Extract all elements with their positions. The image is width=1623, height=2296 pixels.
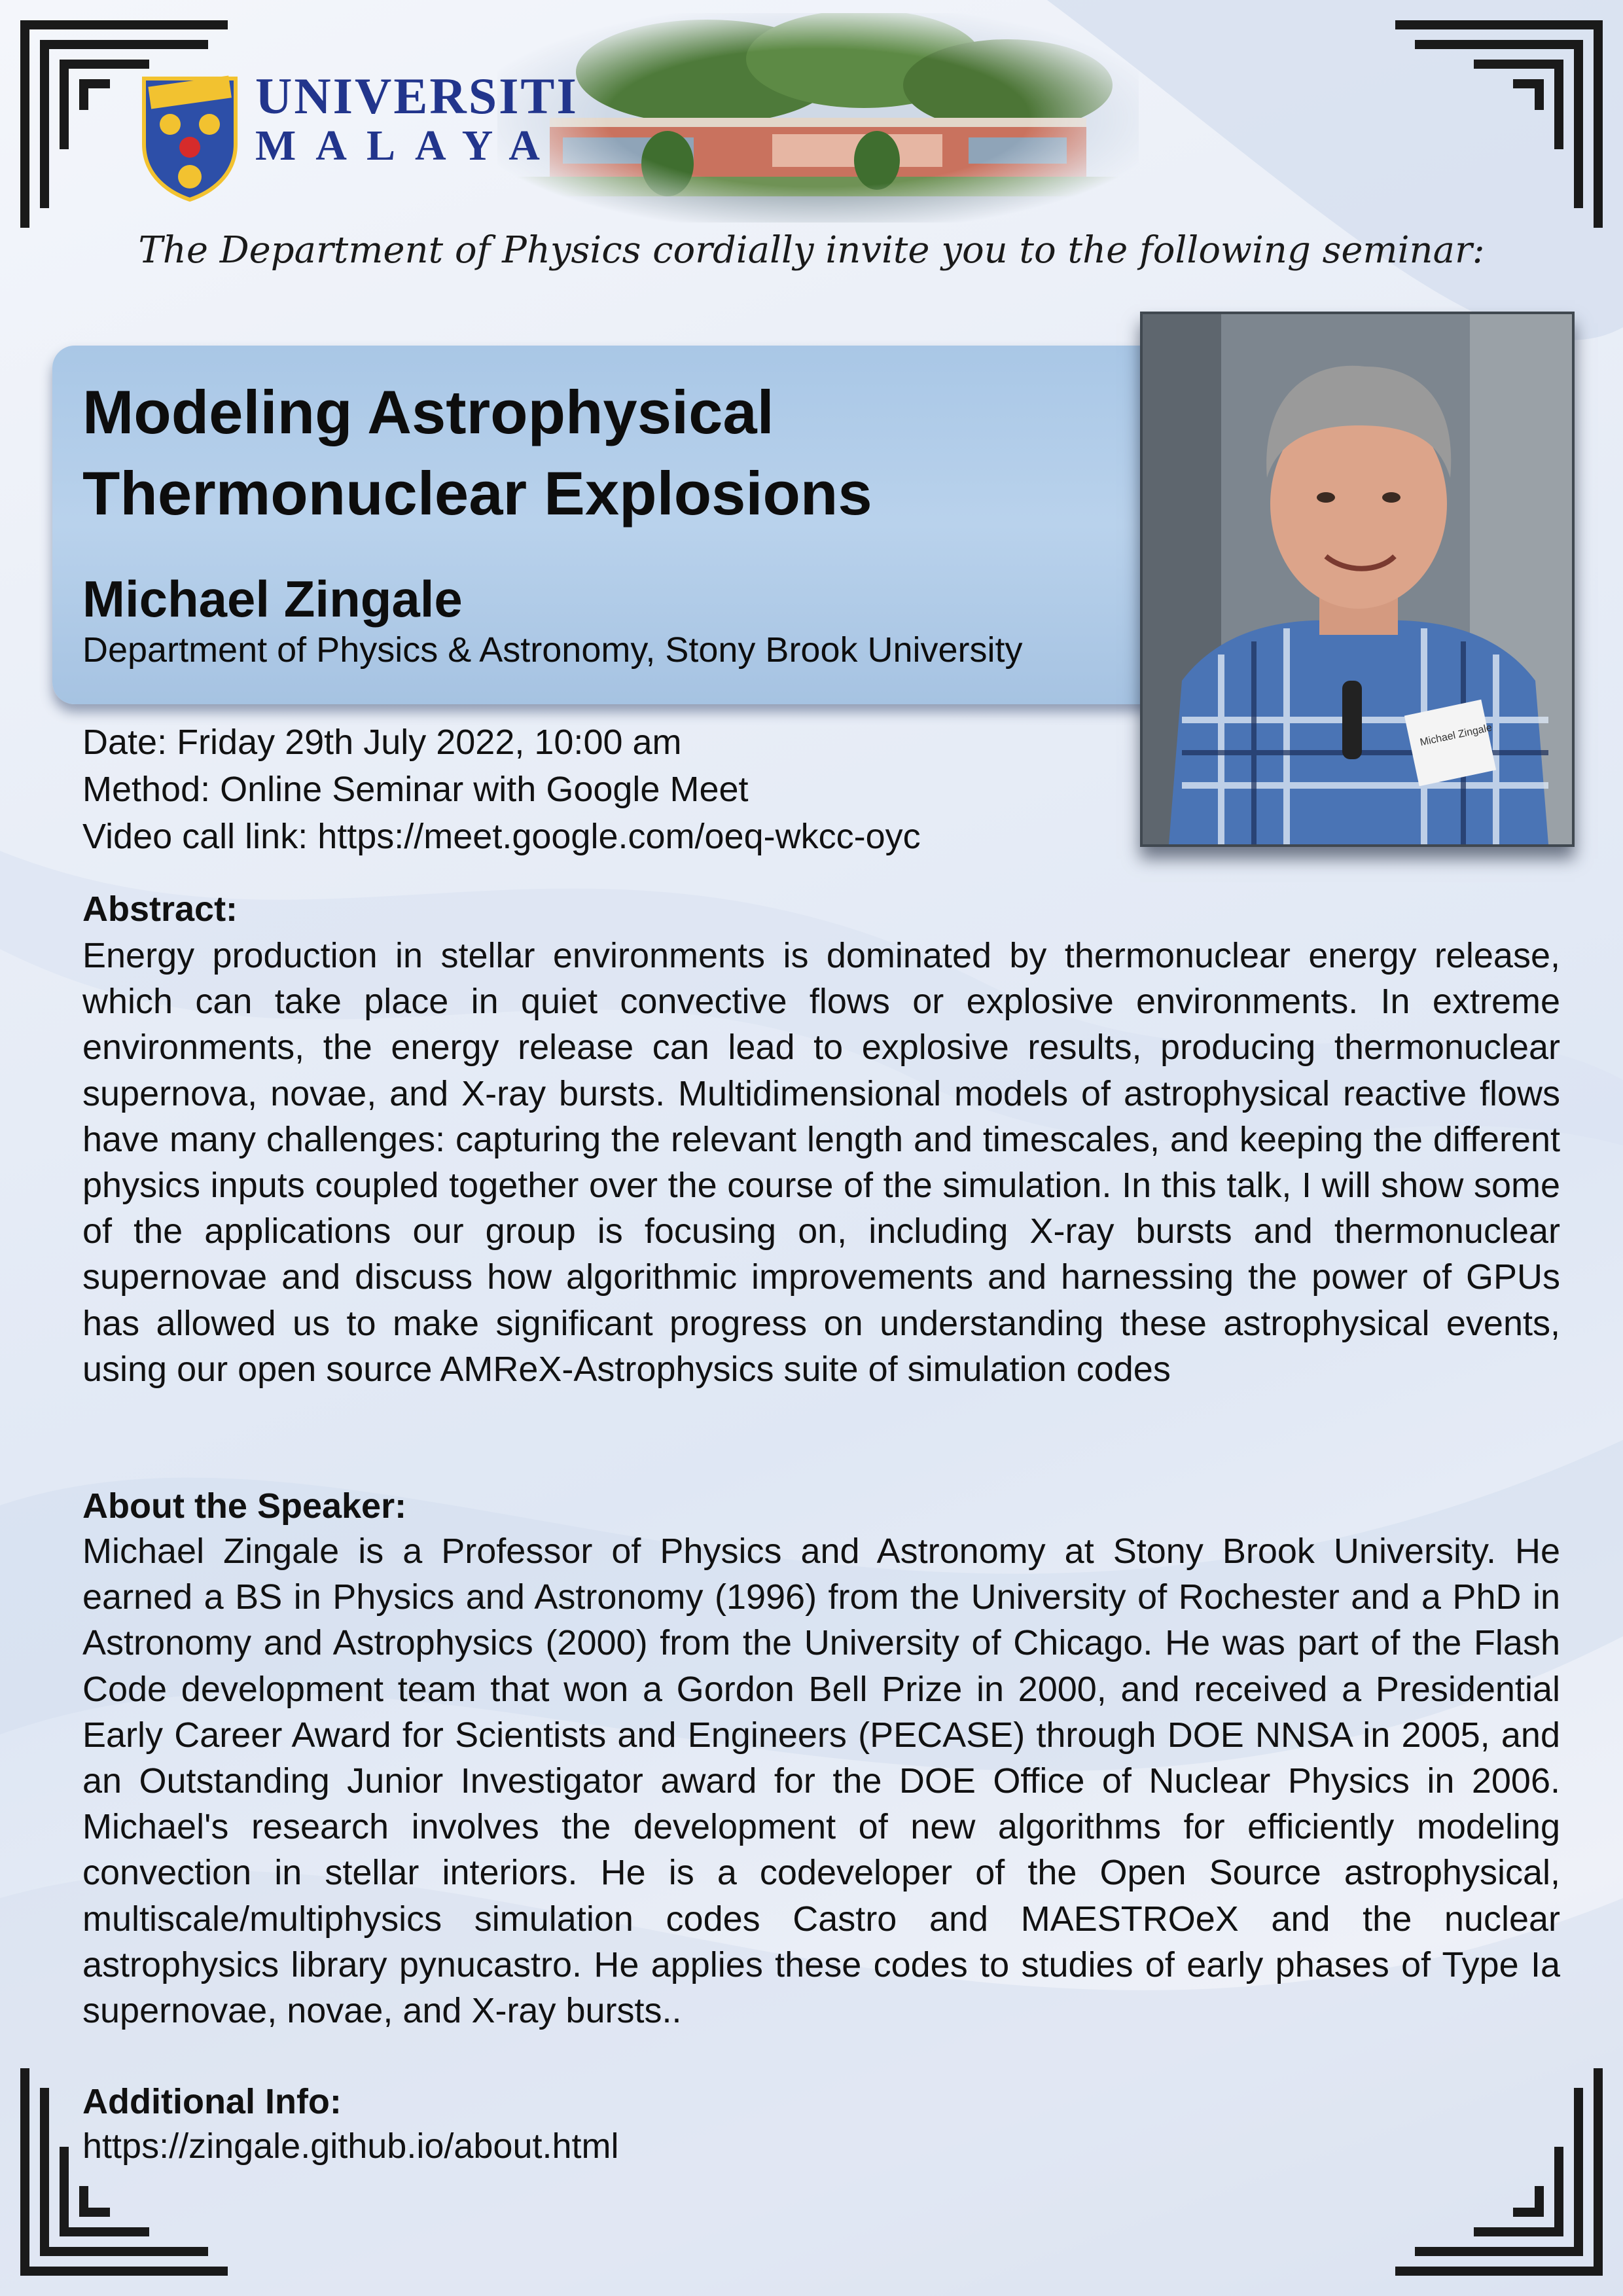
talk-title	[82, 372, 1097, 534]
university-name	[255, 67, 579, 170]
corner-ornament-bottom-right	[1389, 2062, 1605, 2278]
about-speaker-heading: About the Speaker:	[82, 1486, 407, 1526]
speaker-name: Michael Zingale	[82, 570, 463, 628]
campus-building-image	[497, 13, 1139, 223]
invitation-line: The Department of Physics cordially invite you to the following seminar:	[138, 229, 1485, 272]
university-name-line1: UNIVERSITI	[255, 67, 579, 124]
abstract-heading: Abstract:	[82, 889, 238, 929]
additional-info-link[interactable]: https://zingale.github.io/about.html	[82, 2126, 619, 2166]
university-crest-logo	[137, 72, 242, 203]
university-name-line2: MALAYA	[255, 122, 560, 170]
seminar-date: Date: Friday 29th July 2022, 10:00 am	[82, 723, 682, 762]
video-call-link[interactable]: Video call link: https://meet.google.com/oeq-wkcc-oyc	[82, 817, 921, 856]
seminar-method: Method: Online Seminar with Google Meet	[82, 770, 749, 809]
talk-title-line2: Thermonuclear Explosions	[82, 459, 872, 528]
badge-text: Michael Zingale	[1419, 722, 1493, 749]
corner-ornament-top-right	[1389, 18, 1605, 234]
additional-info-heading: Additional Info:	[82, 2082, 342, 2121]
abstract-body: Energy production in stellar environments is dominated by thermonuclear energy release, which can take place in quiet convective flows or explosive environments. In extreme environments, the energy release can lead to explosive results, producing thermonuclear supernova, novae, and X-ray bursts. Multidimensional models of astrophysical reactive flows have many challenges: capturing the relevant length and timescales, and keeping the different physics inputs coupled together over the course of the simulation. In this talk, I will show some of the applications our group is focusing on, including X-ray bursts and thermonuclear supernovae and discuss how algorithmic improvements and harnessing the power of GPUs has allowed us to make significant progress on understanding these astrophysical events, using our open source AMReX-Astrophysics suite of simulation codes	[82, 936, 1560, 1389]
talk-title-line1: Modeling Astrophysical	[82, 378, 774, 446]
seminar-details	[82, 719, 921, 860]
speaker-affiliation: Department of Physics & Astronomy, Stony Brook University	[82, 630, 1023, 670]
about-speaker-body: Michael Zingale is a Professor of Physics and Astronomy at Stony Brook University. He earned a BS in Physics and Astronomy (1996) from the University of Rochester and a PhD in Astronomy and Astrophysics (2000) from the University of Chicago. He was part of the Flash Code development team that won a Gordon Bell Prize in 2000, and received a Presidential Early Career Award for Scientists and Engineers (PECASE) through DOE NNSA in 2005, and an Outstanding Junior Investigator award for the DOE Office of Nuclear Physics in 2006. Michael's research involves the development of new algorithms for efficiently modeling convection in stellar interiors. He is a codeveloper of the Open Source astrophysical, multiscale/multiphysics simulation codes Castro and MAESTROeX and the nuclear astrophysics library pynucastro. He applies these codes to studies of early phases of Type Ia supernovae, novae, and X-ray bursts..	[82, 1532, 1560, 2031]
speaker-photo	[1140, 312, 1575, 847]
